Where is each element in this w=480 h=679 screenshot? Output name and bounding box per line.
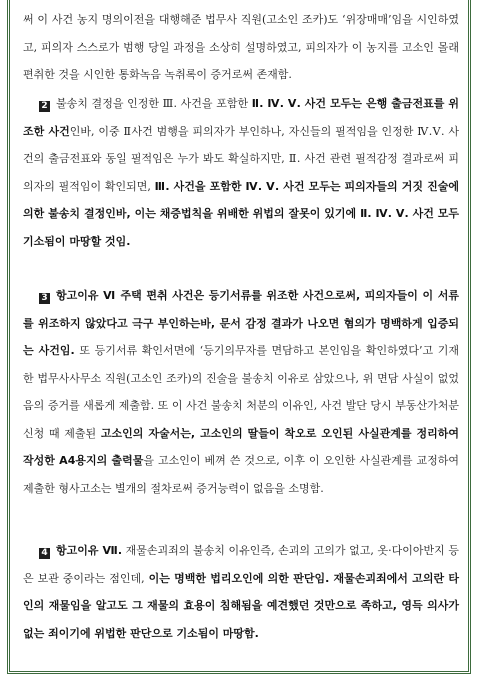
number-marker-icon: 3 (39, 293, 50, 304)
body-text: 을 고소인이 베껴 쓴 것으로, 이후 이 오인한 사실관계를 교정하여 제출한 형사고소는 별개의 절차로써 증거능력이 없음을 소명함. (23, 454, 459, 495)
paragraph-3 (23, 282, 459, 502)
paragraph-1 (23, 6, 459, 89)
body-text: 인바, 이중 Ⅱ사건 범행을 피의자가 부인하나, 자신들의 필적임을 인정한 Ⅳ.Ⅴ. 사건의 출금전표와 동일 필적임은 누가 봐도 확실하지만, Ⅱ. 사건 관련 필적감정 결과로써 피의자의 필적임이 확인되면, (23, 124, 459, 193)
body-text: 써 이 사건 농지 명의이전을 대행해준 법무사 직원(고소인 조카)도 ‘위장매매’임을 시인하였고, 피의자 스스로가 범행 당일 과정을 소상히 설명하였고, 피의자가 이 농지를 고소인 몰래 편취한 것을 시인한 통화녹음 녹취록이 증거로써 존재함. (23, 13, 459, 81)
number-marker-icon: 2 (39, 101, 50, 112)
emphasized-text: 이는 명백한 법리오인에 의한 판단임. 재물손괴죄에서 고의란 타인의 재물임을 알고도 그 재물의 효용이 침해됨을 예견했던 것만으로 족하고, 영득 의사가 없는 죄이기에 위법한 판단으로 기소됨이 마땅함. (23, 571, 459, 640)
emphasized-text: 항고이유 Ⅶ. (56, 544, 123, 557)
body-text: 또 등기서류 확인서면에 ‘등기의무자를 면담하고 본인임을 확인하였다’고 기재한 법무사사무소 직원(고소인 조카)의 진술을 불송치 이유로 삼았으나, 위 면담 사실이 없었음의 증거를 새롭게 제출함. 또 이 사건 불송치 처분의 이유인, 사건 발단 당시 부동산가처분 신청 때 제출된 (23, 344, 460, 440)
emphasized-text: Ⅱ. Ⅳ. Ⅴ. 사건 모두는 은행 출금전표를 위조한 사건 (23, 97, 459, 138)
paragraph-4 (23, 537, 459, 647)
number-marker-icon: 4 (39, 548, 50, 559)
document-page (7, 0, 471, 674)
emphasized-text: 항고이유 Ⅵ 주택 편취 사건은 등기서류를 위조한 사건으로써, 피의자들이 이 서류를 위조하지 않았다고 극구 부인하는바, 문서 감정 결과가 나오면 혐의가 명백하게 입증되는 사건임. (23, 289, 459, 357)
body-text: 재물손괴죄의 불송치 이유인즉, 손괴의 고의가 없고, 옷·다이아반지 등은 보관 중이라는 점인데, (23, 544, 459, 585)
body-text: 불송치 결정을 인정한 Ⅲ. 사건을 포함한 (56, 97, 252, 110)
paragraph-2 (23, 90, 459, 255)
emphasized-text: 고소인의 자술서는, 고소인의 딸들이 착오로 오인된 사실관계를 정리하여 작성한 A4용지의 출력물 (23, 426, 459, 467)
emphasized-text: Ⅲ. 사건을 포함한 Ⅳ. Ⅴ. 사건 모두는 피의자들의 거짓 진술에 의한 불송치 결정인바, 이는 채증법칙을 위배한 위법의 잘못이 있기에 Ⅱ. Ⅳ. Ⅴ. 사건 모두 기소됨이 마땅할 것임. (23, 179, 459, 248)
